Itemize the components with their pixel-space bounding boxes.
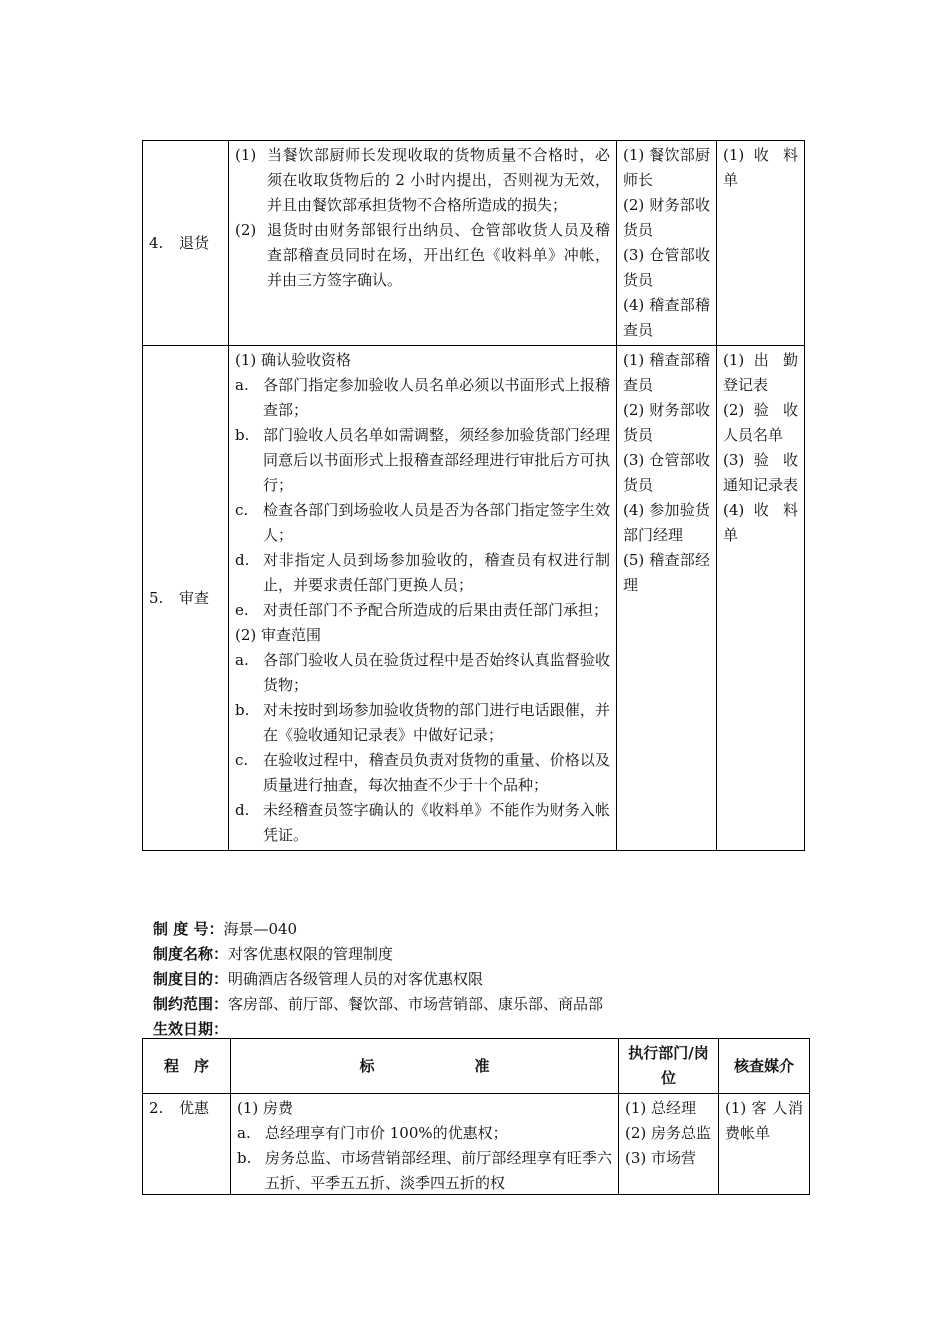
discount-authority-table [142, 1038, 810, 1195]
table-row [143, 346, 805, 851]
procedure-name: 退货 [179, 233, 210, 252]
standard-cell [231, 1094, 619, 1195]
meta-row-name: 制度名称：对客优惠权限的管理制度 [153, 945, 394, 963]
table-header-row [143, 1039, 810, 1094]
table-row [143, 141, 805, 346]
standard-item: b. 房务总监、市场营销部经理、前厅部经理享有旺季六五折、平季五五折、淡季四五折的权 [237, 1149, 612, 1192]
standard-item: a. 总经理享有门市价 100%的优惠权； [237, 1124, 508, 1142]
dept-item: (4) 参加验货部门经理 [623, 501, 710, 544]
dept-item: (5) 稽查部经理 [623, 551, 710, 594]
dept-item: (3) 仓管部收货员 [623, 451, 710, 494]
regulation-meta [153, 917, 603, 1042]
standard-heading: (2) 审查范围 [235, 626, 322, 644]
standard-item: a. 各部门验收人员在验货过程中是否始终认真监督验收货物； [235, 651, 610, 694]
procedure-cell [143, 346, 229, 851]
media-item: (1) 出 勤登记表 [723, 351, 798, 394]
dept-item: (4) 稽查部稽查员 [623, 296, 710, 339]
meta-row-number: 制 度 号：海景—040 [153, 920, 298, 938]
header-standard: 标 准 [231, 1039, 619, 1094]
procedure-name: 审查 [179, 588, 210, 607]
dept-cell [617, 141, 717, 346]
standard-item: d. 对非指定人员到场参加验收的，稽查员有权进行制止，并要求责任部门更换人员； [235, 551, 610, 594]
procedure-table-continued [142, 140, 805, 851]
standard-cell [229, 141, 617, 346]
dept-cell [617, 346, 717, 851]
media-cell [717, 346, 805, 851]
standard-heading: (1) 房费 [237, 1099, 294, 1117]
procedure-name: 优惠 [179, 1099, 210, 1117]
dept-item: (2) 房务总监 [625, 1124, 712, 1142]
standard-item: e. 对责任部门不予配合所造成的后果由责任部门承担； [235, 601, 609, 619]
header-procedure: 程 序 [143, 1039, 231, 1094]
procedure-cell [143, 141, 229, 346]
standard-cell [229, 346, 617, 851]
media-item: (1) 客 人消费帐单 [725, 1099, 803, 1142]
dept-item: (3) 市场营 [625, 1149, 697, 1167]
standard-heading: (1) 确认验收资格 [235, 351, 352, 369]
table-row [143, 1094, 810, 1195]
procedure-number: 4. [149, 233, 164, 252]
procedure-number: 2. [149, 1099, 164, 1117]
media-item: (2) 验 收人员名单 [723, 401, 798, 444]
standard-item: c. 在验收过程中，稽查员负责对货物的重量、价格以及质量进行抽查，每次抽查不少于十个品种； [235, 751, 610, 794]
media-item: (3) 验 收通知记录表 [723, 451, 799, 494]
dept-item: (2) 财务部收货员 [623, 196, 710, 239]
standard-item: b. 部门验收人员名单如需调整，须经参加验货部门经理同意后以书面形式上报稽查部经理进行审批后方可执行； [235, 426, 610, 494]
standard-item: b. 对未按时到场参加验收货物的部门进行电话跟催，并在《验收通知记录表》中做好记录； [235, 701, 610, 744]
dept-item: (2) 财务部收货员 [623, 401, 710, 444]
procedure-cell [143, 1094, 231, 1195]
meta-row-purpose: 制度目的：明确酒店各级管理人员的对客优惠权限 [153, 970, 484, 988]
standard-item: d. 未经稽查员签字确认的《收料单》不能作为财务入帐凭证。 [235, 801, 610, 844]
dept-cell [619, 1094, 719, 1195]
media-item: (1) 收 料单 [723, 146, 798, 189]
dept-item: (1) 稽查部稽查员 [623, 351, 710, 394]
header-media: 核查媒介 [719, 1039, 810, 1094]
meta-row-scope: 制约范围：客房部、前厅部、餐饮部、市场营销部、康乐部、商品部 [153, 995, 604, 1013]
meta-row-date: 生效日期： [153, 1020, 229, 1038]
standard-item: c. 检查各部门到场验收人员是否为各部门指定签字生效人； [235, 501, 610, 544]
dept-item: (1) 总经理 [625, 1099, 697, 1117]
header-dept: 执行部门/岗位 [619, 1039, 719, 1094]
media-cell [717, 141, 805, 346]
procedure-number: 5. [149, 588, 164, 607]
dept-item: (1) 餐饮部厨师长 [623, 146, 710, 189]
standard-item: (2) 退货时由财务部银行出纳员、仓管部收货人员及稽查部稽查员同时在场，开出红色《收料单》冲帐，并由三方签字确认。 [235, 221, 610, 289]
standard-item: (1) 当餐饮部厨师长发现收取的货物质量不合格时，必须在收取货物后的 2 小时内提出，否则视为无效，并且由餐饮部承担货物不合格所造成的损失； [235, 146, 610, 214]
media-cell [719, 1094, 810, 1195]
dept-item: (3) 仓管部收货员 [623, 246, 710, 289]
media-item: (4) 收 料单 [723, 501, 798, 544]
standard-item: a. 各部门指定参加验收人员名单必须以书面形式上报稽查部； [235, 376, 610, 419]
